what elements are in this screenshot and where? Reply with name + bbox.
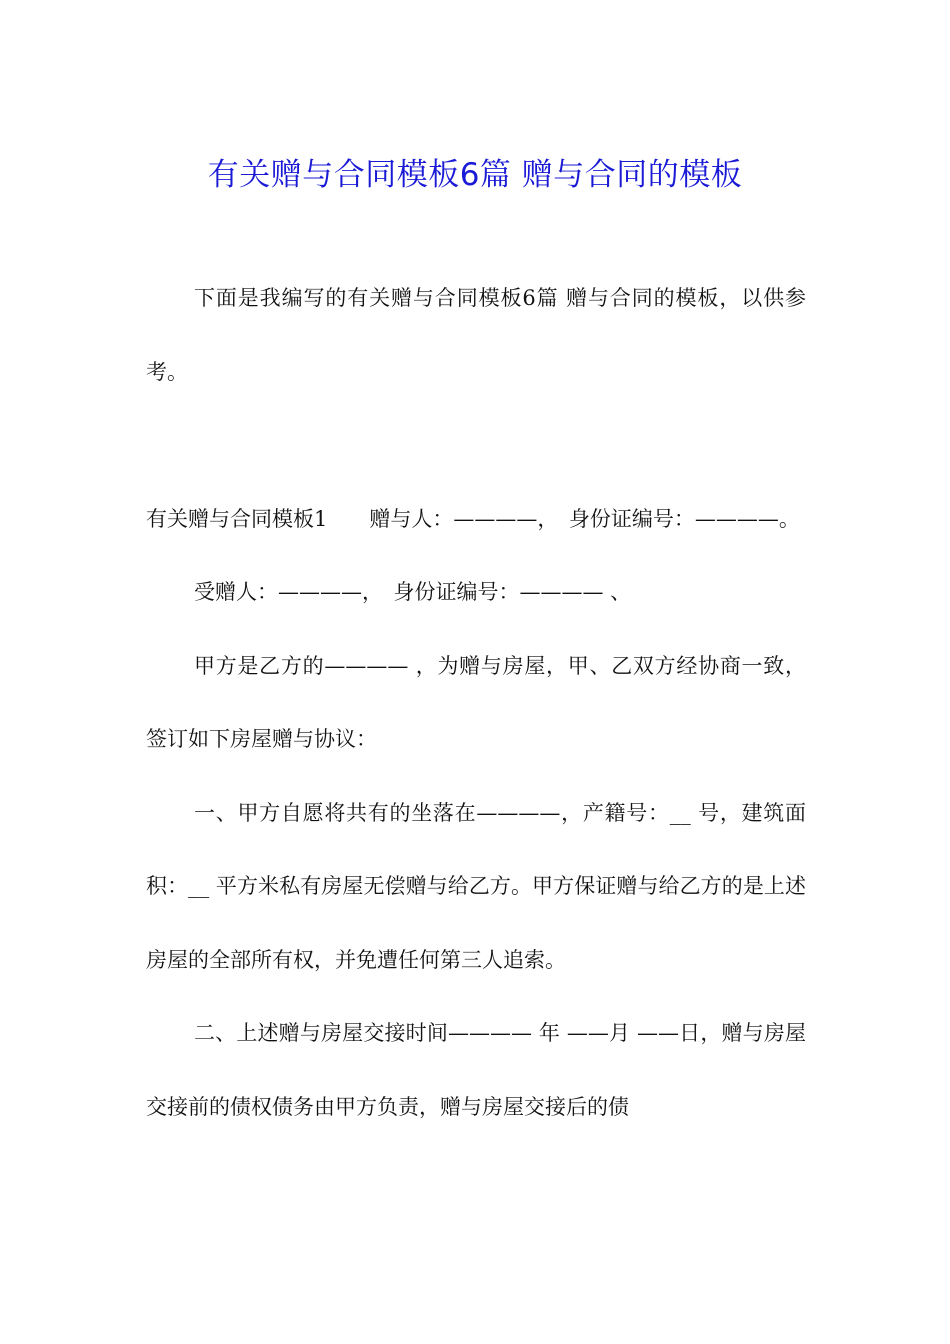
relationship-paragraph: 甲方是乙方的———— ，为赠与房屋，甲、乙双方经协商一致，签订如下房屋赠与协议： [146, 653, 806, 751]
clause-2-paragraph: 二、上述赠与房屋交接时间———— 年 ——月 ——日，赠与房屋交接前的债权债务由甲方负责，赠与房屋交接后的债 [146, 1021, 806, 1119]
clause-1-paragraph: 一、甲方自愿将共有的坐落在————，产籍号：__ 号，建筑面积：__ 平方米私有房屋无偿赠与给乙方。甲方保证赠与给乙方的是上述房屋的全部所有权，并免遭任何第三人追索。 [146, 800, 806, 972]
template-1-heading-paragraph: 有关赠与合同模板1 赠与人：————， 身份证编号：————。 [146, 506, 800, 531]
intro-paragraph: 下面是我编写的有关赠与合同模板6篇 赠与合同的模板，以供参考。 [146, 286, 806, 384]
recipient-paragraph: 受赠人：————， 身份证编号：———— 、 [194, 580, 632, 604]
document-body [146, 262, 806, 1144]
document-title: 有关赠与合同模板6篇 赠与合同的模板 [207, 156, 743, 193]
